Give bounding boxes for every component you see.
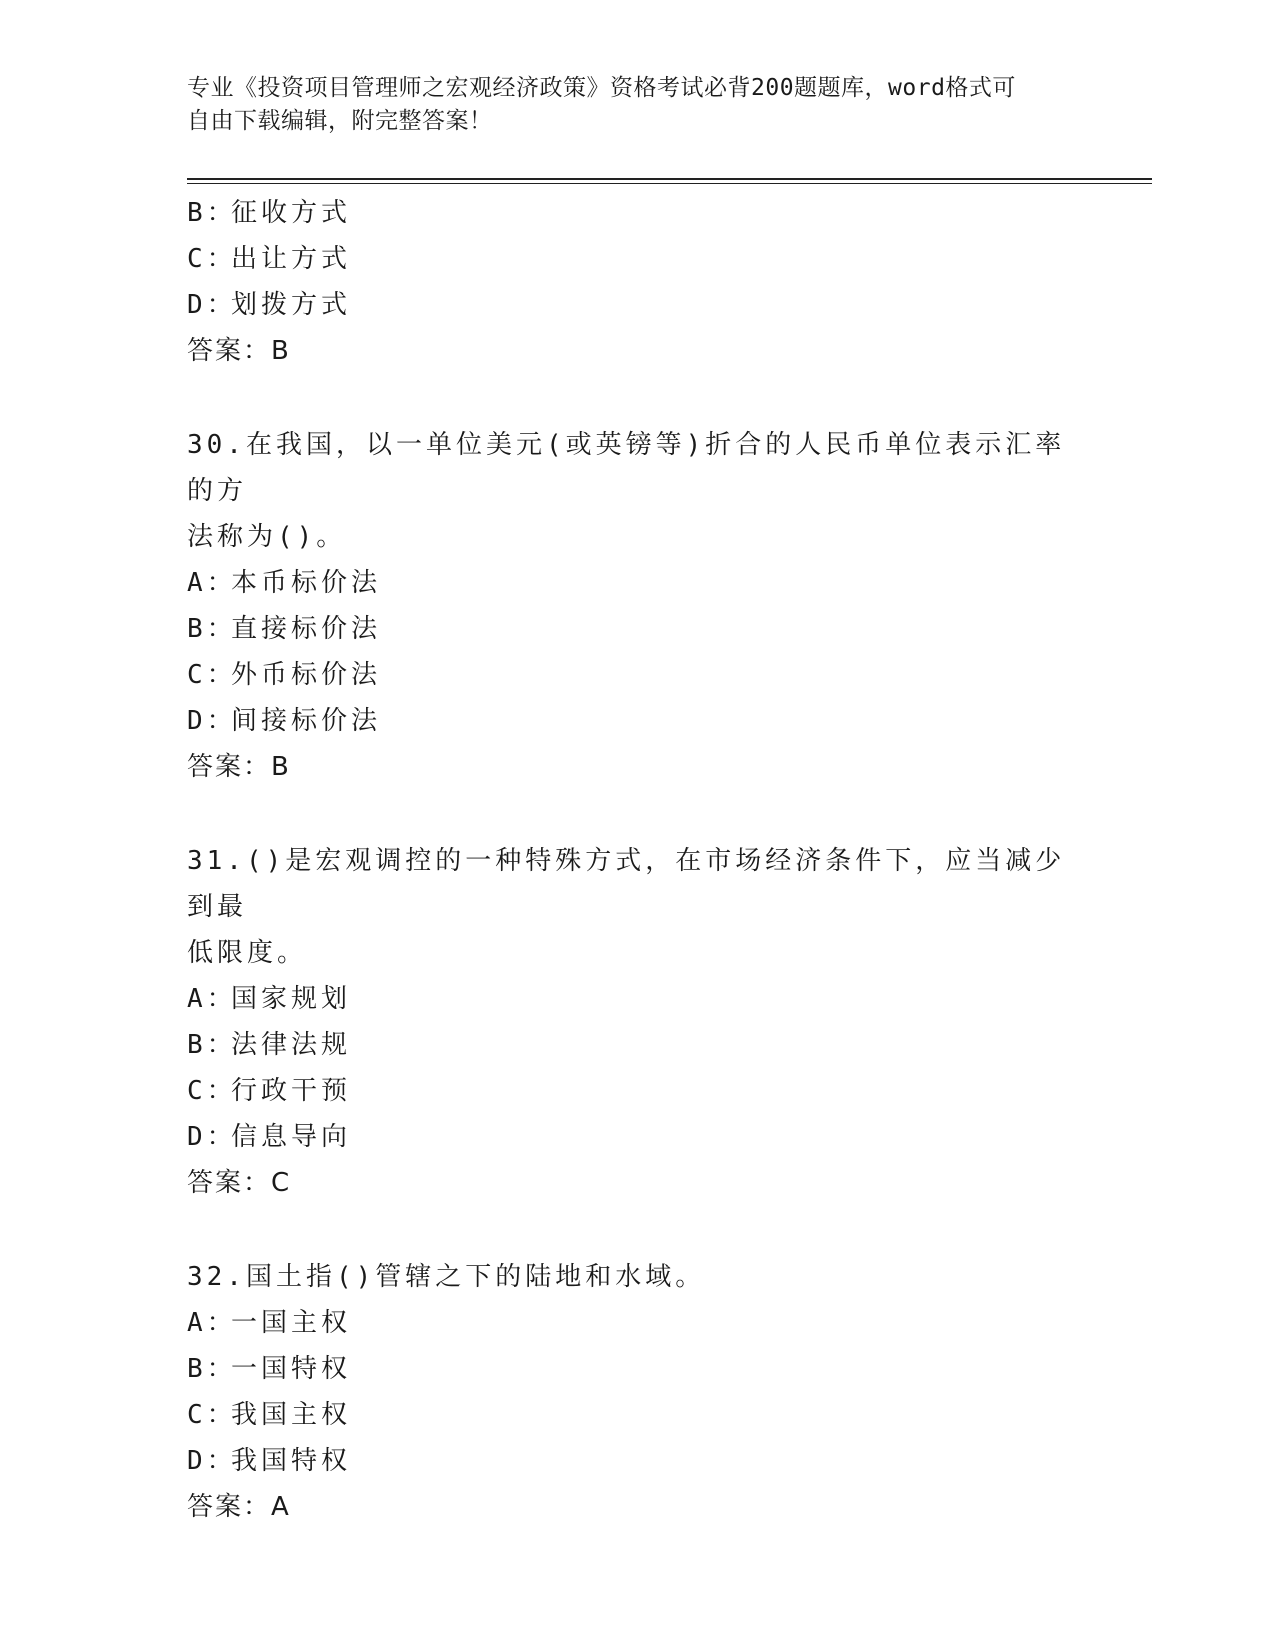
option-text: 直接标价法 [231,614,382,644]
option-key: D： [187,706,237,736]
option-key: C： [187,660,237,690]
option-c [187,652,1087,698]
question-29 [187,190,1087,374]
answer-label: 答案：C [187,1168,292,1198]
answer-label: 答案：B [187,752,291,782]
option-d [187,1114,1087,1160]
header-line-1: 专业《投资项目管理师之宏观经济政策》资格考试必背200题题库，word格式可 [187,75,1016,101]
option-key: A： [187,568,237,598]
option-a [187,1300,1087,1346]
question-stem-line-1: 30.在我国，以一单位美元(或英镑等)折合的人民币单位表示汇率的方 [187,430,1066,506]
option-key: A： [187,1308,237,1338]
option-b [187,606,1087,652]
option-text: 法律法规 [231,1030,352,1060]
option-text: 一国主权 [231,1308,352,1338]
option-c [187,1392,1087,1438]
option-key: B： [187,198,237,228]
question-stem-line-2: 低限度。 [187,938,308,968]
option-c [187,1068,1087,1114]
option-text: 国家规划 [231,984,352,1014]
option-b [187,190,1087,236]
option-d [187,698,1087,744]
header-divider-thick [187,178,1152,180]
option-key: C： [187,1400,237,1430]
question-stem-line-1: 31.()是宏观调控的一种特殊方式，在市场经济条件下，应当减少到最 [187,846,1066,922]
option-key: C： [187,1076,237,1106]
document-header [187,72,1067,138]
option-a [187,560,1087,606]
question-30 [187,422,1087,790]
header-line-2: 自由下载编辑，附完整答案！ [187,108,493,134]
option-key: B： [187,1354,237,1384]
option-text: 信息导向 [231,1122,352,1152]
option-text: 出让方式 [231,244,352,274]
question-31 [187,838,1087,1206]
option-key: D： [187,1446,237,1476]
question-stem-line-2: 法称为()。 [187,522,347,552]
option-text: 行政干预 [231,1076,352,1106]
option-text: 划拨方式 [231,290,352,320]
answer-label: 答案：B [187,336,291,366]
option-key: B： [187,614,237,644]
question-stem [187,422,1067,560]
option-key: B： [187,1030,237,1060]
question-stem [187,1254,1067,1300]
question-32 [187,1254,1087,1530]
header-divider-thin [187,183,1152,184]
option-key: C： [187,244,237,274]
question-stem [187,838,1067,976]
option-d [187,282,1087,328]
option-d [187,1438,1087,1484]
option-text: 征收方式 [231,198,352,228]
option-key: D： [187,290,237,320]
question-stem-line-1: 32.国土指()管辖之下的陆地和水域。 [187,1262,706,1292]
option-a [187,976,1087,1022]
option-text: 外币标价法 [231,660,382,690]
option-b [187,1022,1087,1068]
option-text: 一国特权 [231,1354,352,1384]
option-b [187,1346,1087,1392]
option-text: 本币标价法 [231,568,382,598]
option-key: A： [187,984,237,1014]
option-text: 我国特权 [231,1446,352,1476]
question-list [187,190,1087,1530]
option-c [187,236,1087,282]
option-key: D： [187,1122,237,1152]
option-text: 间接标价法 [231,706,382,736]
option-text: 我国主权 [231,1400,352,1430]
answer-label: 答案：A [187,1492,291,1522]
